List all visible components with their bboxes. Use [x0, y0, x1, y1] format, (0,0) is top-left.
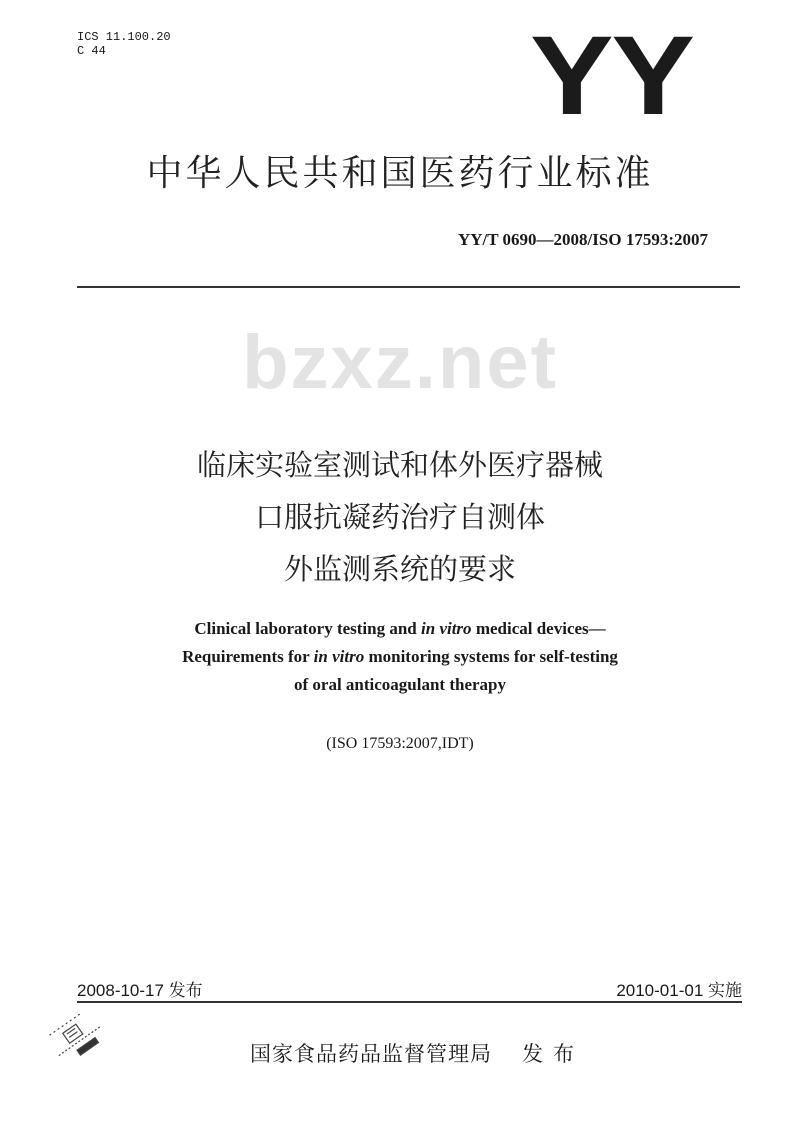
publisher: 国家食品药品监督管理局	[250, 1043, 492, 1066]
chinese-title-line: 口服抗凝药治疗自测体	[254, 502, 545, 534]
text: of oral anticoagulant therapy	[293, 675, 507, 694]
text: in vitro	[421, 619, 472, 638]
equivalence-note: (ISO 17593:2007,IDT)	[326, 735, 474, 752]
text: Clinical laboratory testing and	[194, 619, 422, 638]
watermark: bzxz.net	[242, 320, 558, 405]
classification-codes	[77, 30, 171, 58]
chinese-title-line: 外监测系统的要求	[283, 554, 516, 586]
chinese-title	[0, 440, 800, 596]
publish-label: 发布	[522, 1043, 584, 1066]
top-divider	[77, 286, 740, 288]
text: monitoring systems for self-testing	[364, 647, 618, 666]
national-standard-title: 中华人民共和国医药行业标准	[146, 152, 654, 193]
bottom-divider	[77, 1001, 742, 1003]
standard-code: YY/T 0690—2008/ISO 17593:2007	[458, 230, 708, 249]
yy-logo: YY	[530, 13, 693, 138]
implement-date: 2010-01-01 实施	[616, 981, 742, 1000]
issue-date: 2008-10-17 发布	[77, 981, 203, 1000]
ics-code: ICS 11.100.20	[77, 30, 171, 44]
ccs-code: C 44	[77, 44, 106, 58]
text: medical devices—	[471, 619, 606, 638]
english-title	[0, 615, 800, 699]
text: in vitro	[313, 647, 365, 666]
chinese-title-line: 临床实验室测试和体外医疗器械	[196, 450, 603, 482]
text: Requirements for	[182, 647, 314, 666]
publisher-seal-icon	[40, 1008, 115, 1068]
